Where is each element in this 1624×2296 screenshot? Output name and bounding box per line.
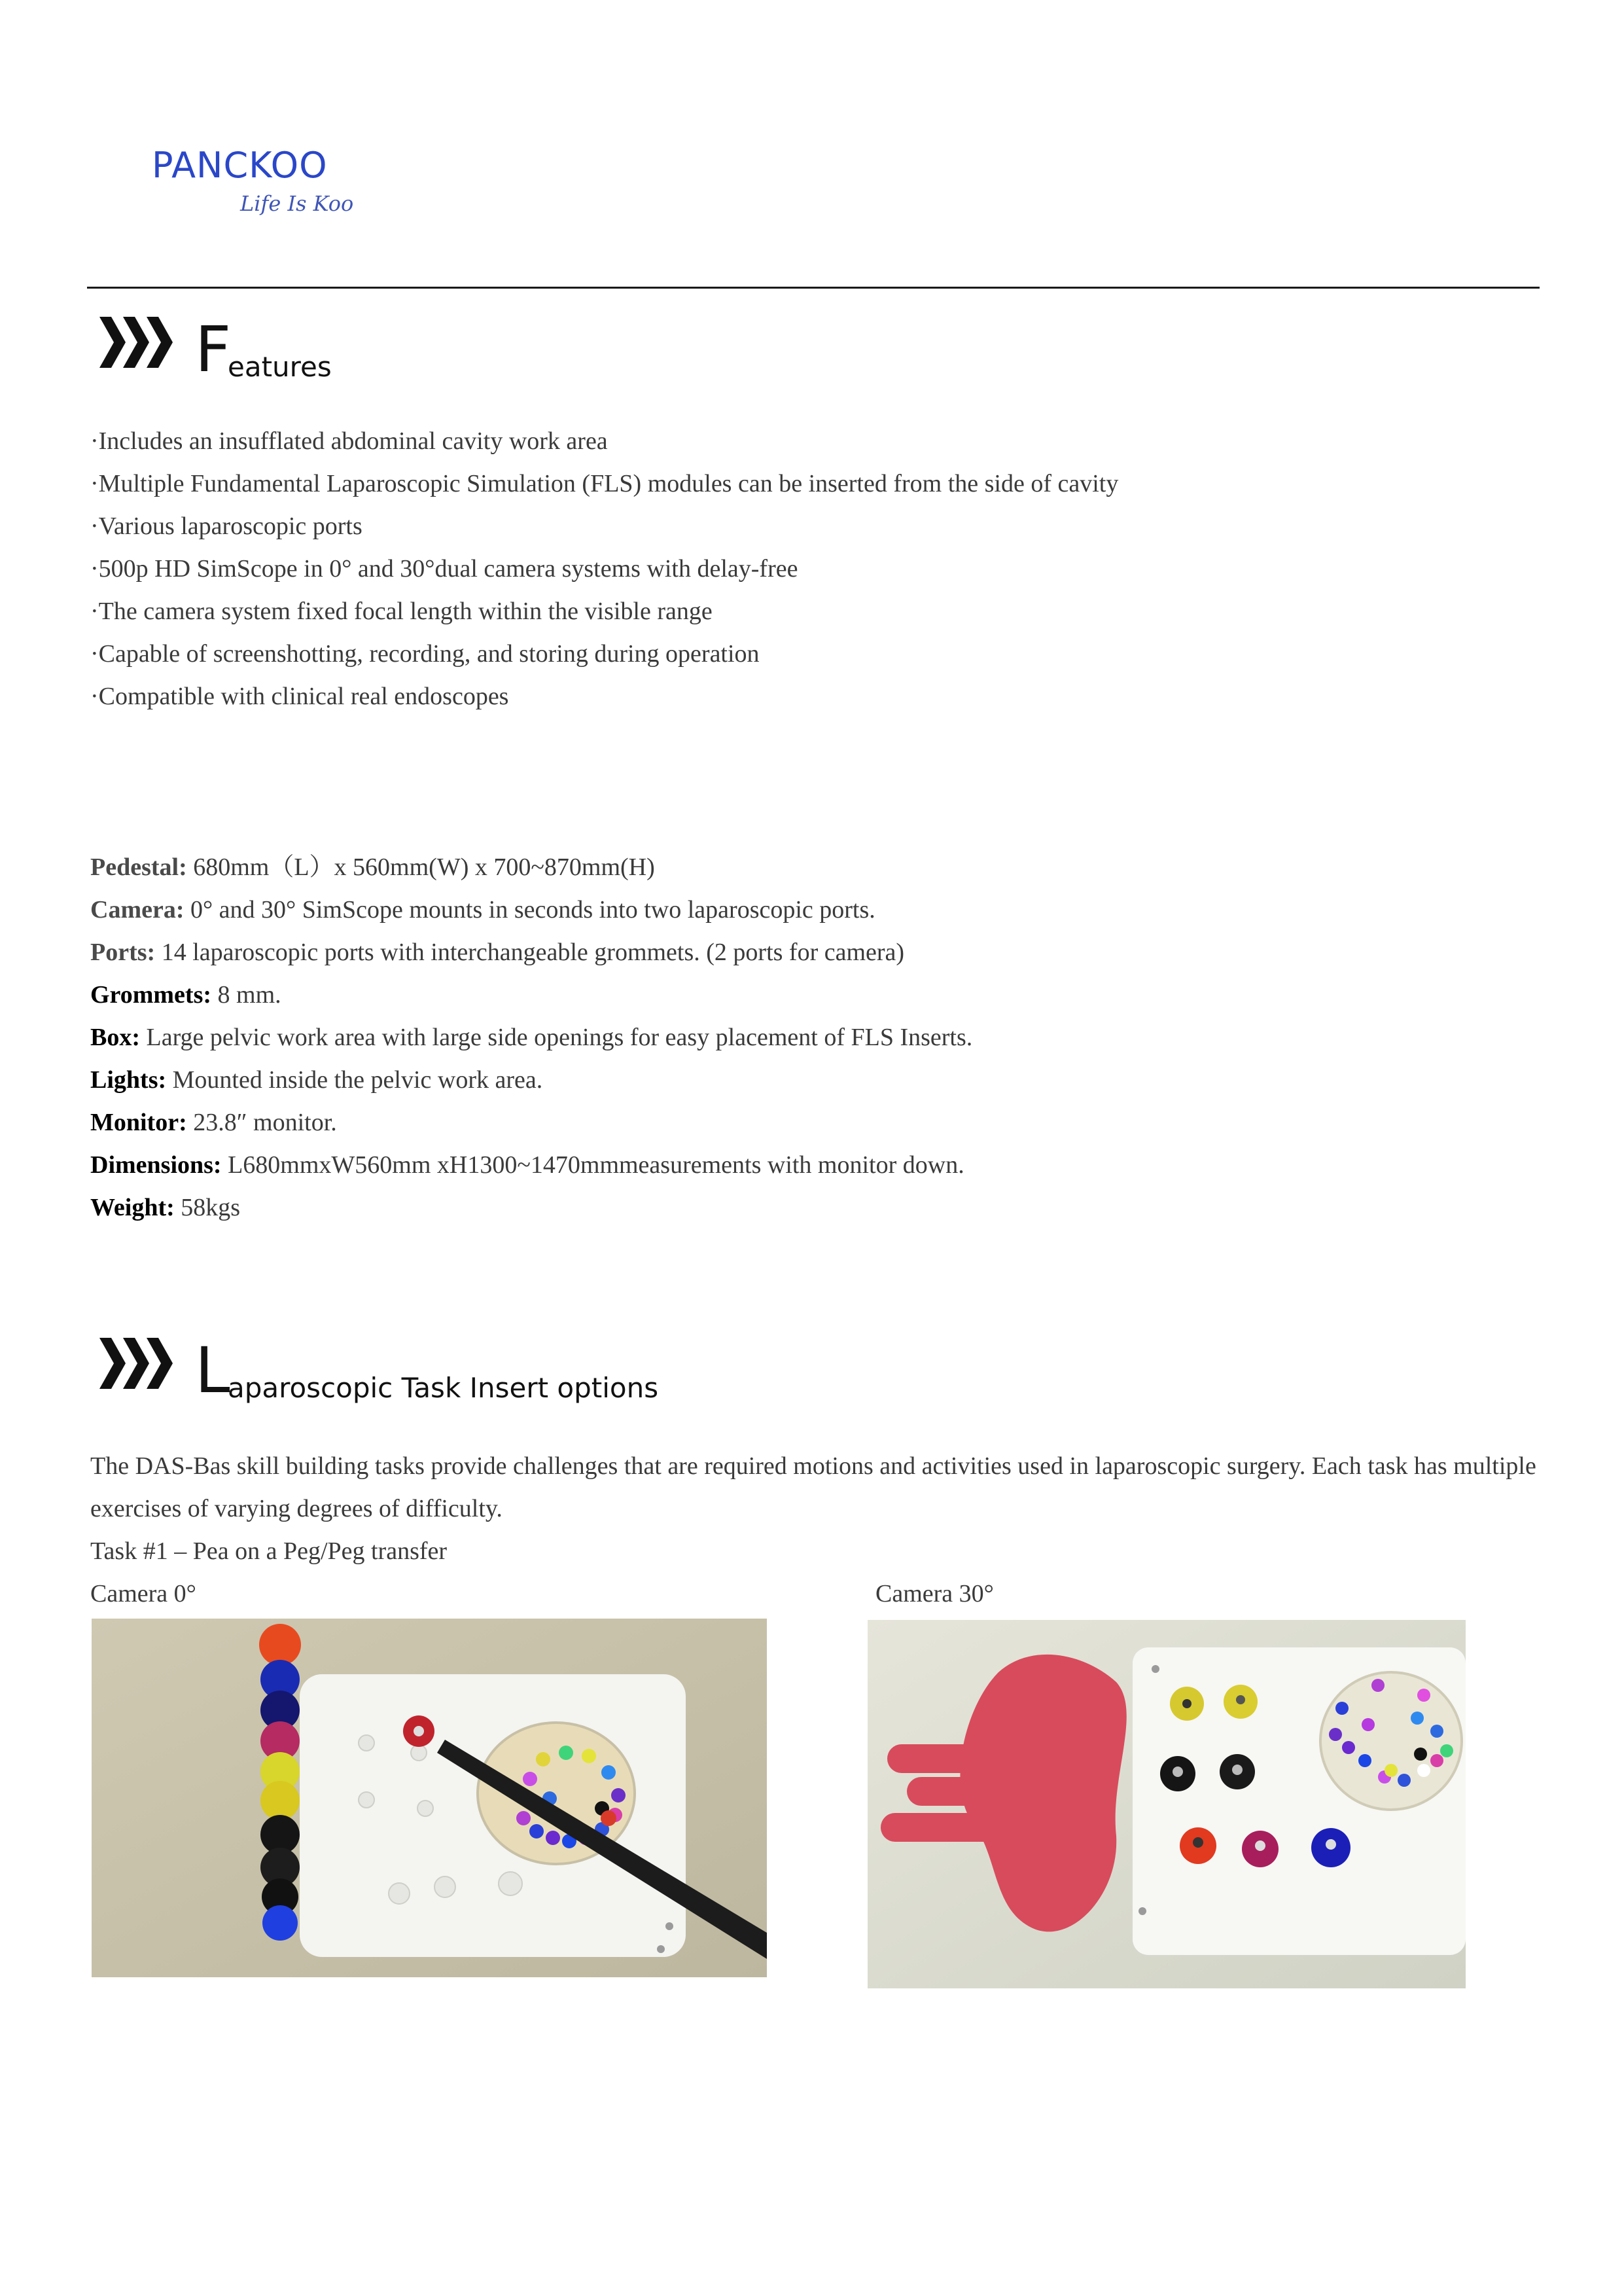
spec-label: Pedestal:: [90, 853, 187, 881]
feature-item: ·Various laparoscopic ports: [90, 512, 362, 540]
features-heading-text: eatures: [228, 351, 332, 383]
feature-item: ·Capable of screenshotting, recording, and storing during operation: [90, 640, 760, 668]
feature-item: ·Compatible with clinical real endoscopes: [90, 683, 509, 710]
feature-item: ·The camera system fixed focal length within the visible range: [90, 598, 713, 625]
logo-tagline: Life Is Koo: [240, 191, 354, 216]
spec-value: 680mm（L）x 560mm(W) x 700~870mm(H): [186, 853, 655, 881]
spec-label: Box:: [90, 1024, 140, 1051]
tasks-description: The DAS-Bas skill building tasks provide challenges that are required motions and activities used in laparoscopic surgery. Each task has multiple exercises of varying degrees of difficulty.: [90, 1452, 1536, 1522]
tasks-heading-text: aparoscopic Task Insert options: [228, 1372, 659, 1404]
spec-value: 8 mm.: [211, 981, 281, 1009]
triple-chevron-icon: [97, 1334, 182, 1393]
feature-list: [90, 420, 1530, 718]
task-1-title: Task #1 – Pea on a Peg/Peg transfer: [90, 1537, 448, 1565]
features-heading-initial: F: [195, 313, 232, 386]
spec-value: Large pelvic work area with large side openings for easy placement of FLS Inserts.: [140, 1024, 973, 1051]
spec-label: Camera:: [90, 896, 185, 924]
features-heading: [97, 313, 686, 418]
spec-value: 58kgs: [174, 1194, 241, 1221]
feature-item: ·Multiple Fundamental Laparoscopic Simulation (FLS) modules can be inserted from the side of cavity: [90, 470, 1119, 497]
camera-0-photo: [92, 1619, 767, 1977]
header-divider: [87, 287, 1540, 289]
spec-monitor: [90, 1102, 1562, 1144]
spec-value: L680mmxW560mm xH1300~1470mmmeasurements with monitor down.: [221, 1151, 964, 1179]
spec-dimensions: [90, 1144, 1562, 1187]
triple-chevron-icon: [97, 313, 182, 372]
feature-item: ·500p HD SimScope in 0° and 30°dual camera systems with delay-free: [90, 555, 798, 583]
spec-list: [90, 846, 1562, 1229]
spec-weight: [90, 1187, 1562, 1229]
tasks-heading: [97, 1334, 882, 1439]
camera-0-caption: Camera 0°: [90, 1580, 196, 1607]
spec-pedestal: [90, 846, 1562, 889]
spec-label: Monitor:: [90, 1109, 187, 1136]
camera-30-caption: Camera 30°: [875, 1580, 994, 1607]
spec-value: 23.8″ monitor.: [186, 1109, 337, 1136]
spec-value: 0° and 30° SimScope mounts in seconds into two laparoscopic ports.: [184, 896, 875, 924]
spec-box: [90, 1016, 1562, 1059]
spec-value: Mounted inside the pelvic work area.: [166, 1066, 543, 1094]
camera-30-photo: [868, 1620, 1466, 1988]
spec-camera: [90, 889, 1562, 931]
logo-wordmark: PANCKOO: [152, 145, 328, 186]
spec-label: Weight:: [90, 1194, 175, 1221]
spec-value: 14 laparoscopic ports with interchangeable grommets. (2 ports for camera): [155, 939, 905, 966]
feature-item: ·Includes an insufflated abdominal cavity work area: [90, 427, 608, 455]
spec-label: Lights:: [90, 1066, 167, 1094]
spec-label: Ports:: [90, 939, 156, 966]
spec-label: Grommets:: [90, 981, 212, 1009]
tasks-heading-initial: L: [195, 1334, 230, 1407]
brand-logo: [152, 145, 361, 226]
spec-ports: [90, 931, 1562, 974]
spec-grommets: [90, 974, 1562, 1016]
spec-label: Dimensions:: [90, 1151, 222, 1179]
spec-lights: [90, 1059, 1562, 1102]
